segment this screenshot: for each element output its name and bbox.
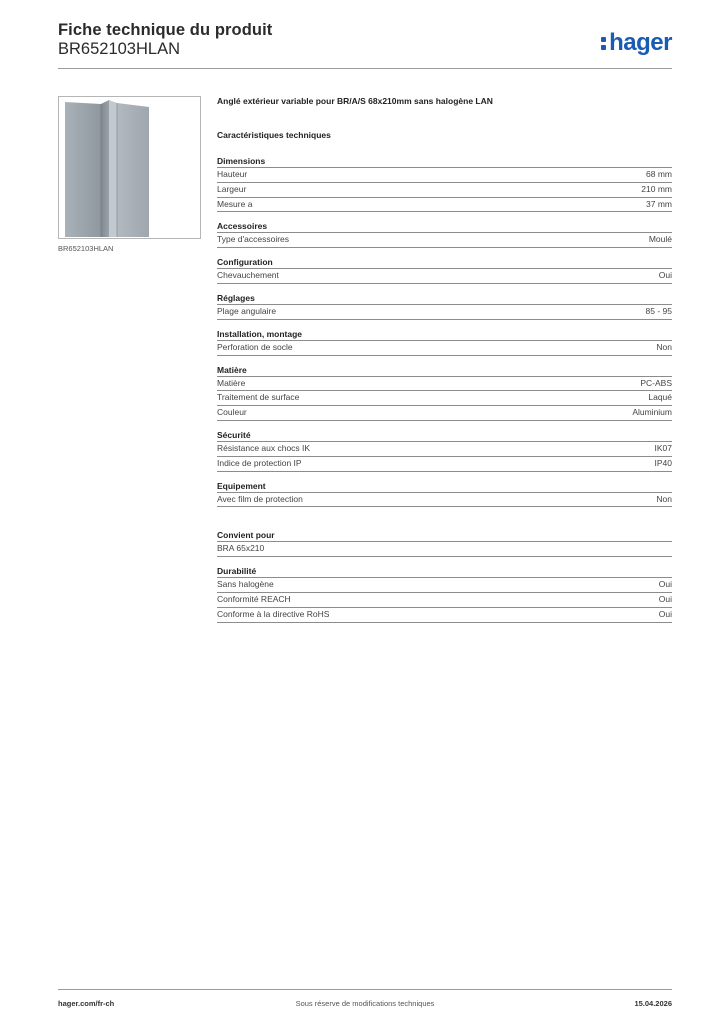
- spec-row: [217, 542, 672, 557]
- spec-value: 37 mm: [646, 198, 672, 209]
- spec-label: Résistance aux chocs IK: [217, 442, 311, 453]
- spec-value: IK07: [654, 442, 672, 453]
- durability-section: [217, 565, 672, 622]
- angled-trunking-corner-product-image: [59, 97, 200, 238]
- spec-value: Non: [656, 341, 672, 352]
- spec-section: [217, 480, 672, 508]
- section-heading: Convient pour: [217, 529, 672, 542]
- spec-label: Traitement de surface: [217, 392, 300, 403]
- spec-section: [217, 220, 672, 248]
- spec-value: 210 mm: [641, 183, 672, 194]
- spec-value: Oui: [658, 593, 672, 604]
- spec-label: Avec film de protection: [217, 493, 303, 504]
- product-description: Anglé extérieur variable pour BR/A/S 68x210mm sans halogène LAN: [217, 96, 493, 106]
- spec-row: [217, 377, 672, 392]
- hager-logo: [601, 29, 672, 57]
- spec-sections: [217, 155, 672, 507]
- image-caption: BR652103HLAN: [58, 244, 114, 253]
- spec-label: Type d'accessoires: [217, 234, 290, 245]
- spec-label: Couleur: [217, 407, 247, 418]
- section-heading: Equipement: [217, 480, 672, 493]
- spec-section: [217, 565, 672, 622]
- spec-label: Perforation de socle: [217, 341, 293, 352]
- spec-value: Non: [656, 493, 672, 504]
- section-heading: Configuration: [217, 256, 672, 269]
- spec-value: Laqué: [648, 392, 672, 403]
- section-heading: Réglages: [217, 292, 672, 305]
- spec-value: IP40: [654, 457, 672, 468]
- spec-label: Conformité REACH: [217, 593, 291, 604]
- spec-value: 85 - 95: [645, 305, 672, 316]
- document-title: Fiche technique du produit: [58, 21, 273, 39]
- spec-label: Chevauchement: [217, 270, 279, 281]
- spec-row: [217, 183, 672, 198]
- spec-row: [217, 593, 672, 608]
- spec-row: [217, 233, 672, 248]
- spec-row: [217, 442, 672, 457]
- spec-label: Sans halogène: [217, 579, 274, 590]
- spec-row: [217, 168, 672, 183]
- spec-section: [217, 364, 672, 421]
- spec-section: [217, 529, 672, 557]
- spec-value: Oui: [658, 579, 672, 590]
- footer-website: hager.com/fr-ch: [58, 999, 115, 1008]
- spec-section: [217, 328, 672, 356]
- section-heading: Matière: [217, 364, 672, 377]
- section-heading: Durabilité: [217, 565, 672, 578]
- spec-section: [217, 292, 672, 320]
- spec-label: BRA 65x210: [217, 543, 265, 554]
- section-heading: Installation, montage: [217, 328, 672, 341]
- compatible-section: [217, 529, 672, 557]
- spec-section: [217, 256, 672, 284]
- spec-row: [217, 269, 672, 284]
- product-reference: BR652103HLAN: [58, 40, 180, 58]
- spec-label: Hauteur: [217, 169, 248, 179]
- spec-row: [217, 341, 672, 356]
- footer-date: 15.04.2026: [634, 999, 672, 1008]
- spec-row: [217, 578, 672, 593]
- page-footer: [58, 989, 672, 1009]
- section-spacer: [217, 515, 672, 529]
- spec-row: [217, 457, 672, 472]
- logo-colon-icon: [601, 33, 608, 53]
- spec-value: Oui: [658, 270, 672, 281]
- spec-section: [217, 155, 672, 212]
- logo-text: hager: [609, 29, 672, 56]
- section-heading: Dimensions: [217, 155, 672, 168]
- spec-section: [217, 429, 672, 472]
- spec-value: PC-ABS: [640, 377, 672, 388]
- spec-value: Moulé: [648, 234, 672, 245]
- section-heading: Sécurité: [217, 429, 672, 442]
- footer-notice: Sous réserve de modifications techniques: [295, 999, 435, 1008]
- spec-row: [217, 406, 672, 421]
- spec-label: Matière: [217, 377, 246, 388]
- spec-row: [217, 198, 672, 213]
- spec-label: Mesure a: [217, 198, 253, 209]
- spec-value: Oui: [658, 608, 672, 619]
- spec-label: Indice de protection IP: [217, 457, 302, 468]
- spec-label: Plage angulaire: [217, 305, 277, 316]
- spec-content: [217, 96, 672, 631]
- spec-row: [217, 391, 672, 406]
- spec-label: Largeur: [217, 183, 247, 194]
- page-header: [58, 21, 672, 69]
- spec-value: 68 mm: [646, 169, 672, 179]
- spec-row: [217, 305, 672, 320]
- tech-characteristics-title: Caractéristiques techniques: [217, 130, 331, 140]
- spec-label: Conforme à la directive RoHS: [217, 608, 330, 619]
- section-heading: Accessoires: [217, 220, 672, 233]
- product-image: [58, 96, 201, 239]
- spec-row: [217, 493, 672, 508]
- spec-value: Aluminium: [632, 407, 672, 418]
- spec-row: [217, 608, 672, 623]
